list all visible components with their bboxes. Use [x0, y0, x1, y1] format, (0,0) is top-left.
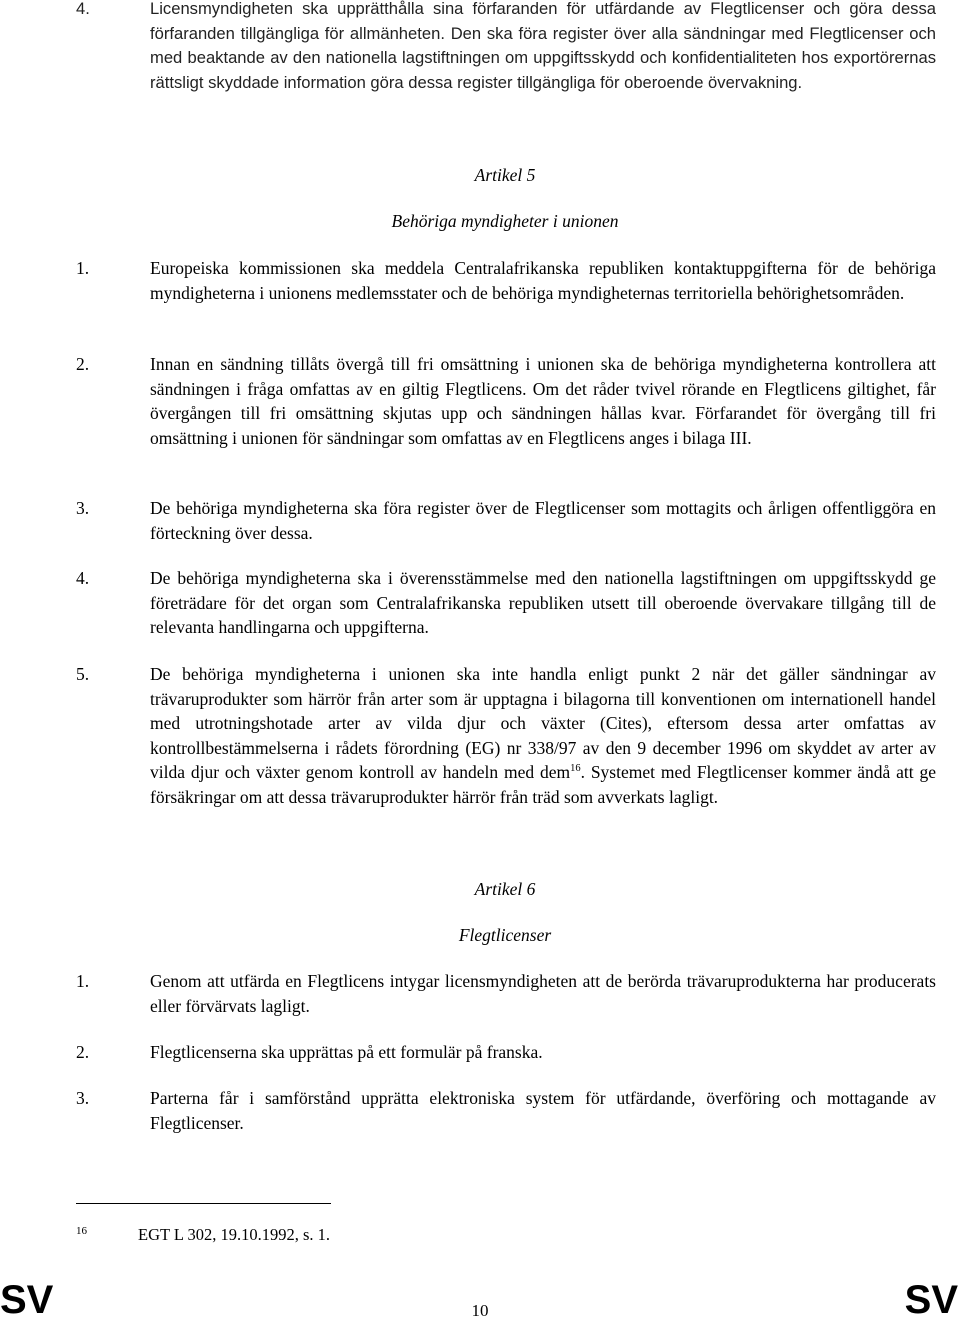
article-6-label: Artikel 6 — [474, 879, 536, 899]
item-text: Parterna får i samförstånd upprätta elektroniska system för utfärdande, överföring och mottagande av Flegtlicenser. — [150, 1088, 936, 1133]
article-5-item-3 — [0, 496, 936, 545]
item-text-part-2: . Systemet med Flegtlicenser kommer ändå att ge försäkringar om att dessa trävaruprodukter härrör från träd som avverkats lagligt. — [150, 762, 937, 807]
item-number: 2. — [76, 354, 90, 374]
item-text: De behöriga myndigheterna ska föra register över de Flegtlicenser som mottagits och årligen offentliggöra en förteckning över dessa. — [150, 498, 936, 543]
item-number: 1. — [76, 258, 90, 278]
article-5-title: Behöriga myndigheter i unionen — [391, 211, 619, 231]
item-text: De behöriga myndigheterna ska i överensstämmelse med den nationella lagstiftningen om uppgiftsskydd ge företrädare för det organ som Centralafrikanska republiken utsett till oberoende övervakare tillgång till de relevanta handlingarna och uppgifterna. — [150, 568, 936, 637]
article-5-item-4 — [0, 566, 936, 640]
article-5-label: Artikel 5 — [474, 165, 536, 185]
item-number: 1. — [76, 971, 90, 991]
footnote-divider — [76, 1203, 331, 1204]
article-5-item-1 — [0, 256, 936, 305]
article-6-title: Flegtlicenser — [458, 925, 552, 945]
article-6-item-1 — [0, 969, 936, 1018]
item-number: 2. — [76, 1042, 90, 1062]
item-text: Genom att utfärda en Flegtlicens intygar licensmyndigheten att de berörda trävaruprodukterna har producerats eller förvärvats lagligt. — [150, 971, 936, 1016]
item-text-part-1: De behöriga myndigheterna i unionen ska inte handla enligt punkt 2 när det gäller sändningar av trävaruprodukter som härrör från arter som är upptagna i bilagorna till konventionen om internationell handel med utrotningshotade arter av vilda djur och växter (Cites), eftersom dessa arter omfattas av kontrollbestämmelserna i rådets förordning (EG) nr 338/97 av den 9 december 1996 om skyddet av arter av vilda djur och växter genom kontroll av handeln med dem — [150, 664, 936, 782]
item-text — [150, 662, 936, 809]
footnote-mark: 16 — [76, 1225, 87, 1237]
prev-article-item-4 — [0, 0, 936, 95]
article-6-item-3 — [0, 1086, 936, 1135]
item-number: 4. — [76, 568, 90, 588]
article-6-item-2 — [0, 1040, 936, 1065]
item-number: 3. — [76, 1088, 90, 1108]
item-text: Flegtlicenserna ska upprättas på ett formulär på franska. — [150, 1042, 543, 1062]
item-text: Europeiska kommissionen ska meddela Centralafrikanska republiken kontaktuppgifterna för de behöriga myndigheterna i unionens medlemsstater och de behöriga myndigheternas territoriella behörighetsområden. — [150, 258, 936, 303]
page-number: 10 — [471, 1301, 489, 1320]
footnote-text: EGT L 302, 19.10.1992, s. 1. — [138, 1225, 331, 1244]
item-number: 5. — [76, 664, 90, 684]
article-5-item-5 — [0, 662, 936, 809]
footnote-reference[interactable]: 16 — [570, 763, 581, 775]
item-number: 3. — [76, 498, 90, 518]
item-text: Licensmyndigheten ska upprätthålla sina förfaranden för utfärdande av Flegtlicenser och göra dessa förfaranden tillgängliga för allmänheten. Den ska föra register över alla sändningar med Flegtlicenser och med beaktande av den nationella lagstiftningen om uppgiftsskydd och konfidentialiteten hos exportörernas rättsligt skyddade information göra dessa register tillgängliga för oberoende övervakning. — [150, 0, 936, 92]
item-text: Innan en sändning tillåts övergå till fri omsättning i unionen ska de behöriga myndigheterna kontrollera att sändningen i fråga omfattas av en giltig Flegtlicens. Om det råder tvivel rörande en Flegtlicens giltighet, får övergången till fri omsättning skjutas upp och sändningen hållas kvar. Förfarandet för övergång till fri omsättning i unionen för sändningar som omfattas av en Flegtlicens anges i bilaga III. — [150, 354, 936, 448]
article-5-item-2 — [0, 352, 936, 450]
language-code-left: SV — [0, 1278, 54, 1322]
language-code-right: SV — [904, 1278, 958, 1322]
item-number: 4. — [76, 0, 90, 18]
